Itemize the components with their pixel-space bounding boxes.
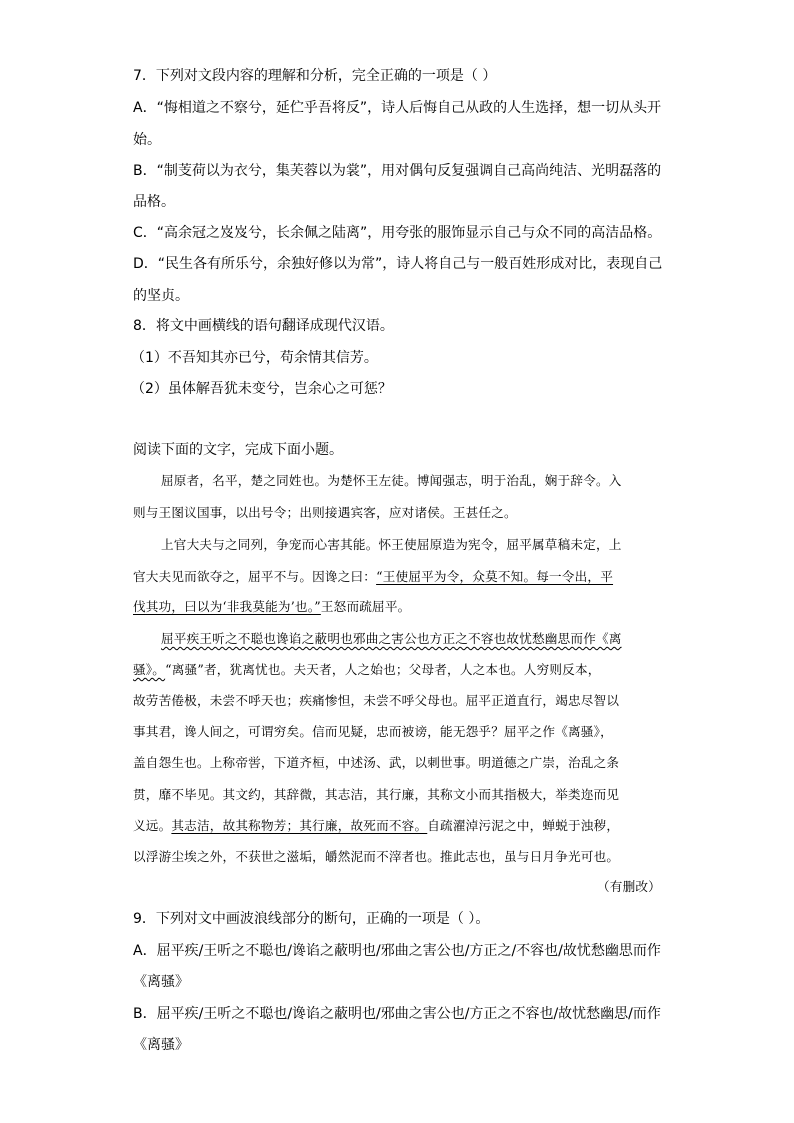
q7-option-d-line1: D．“民生各有所乐兮，余独好修以为常”，诗人将自己与一般百姓形成对比，表现自己: [133, 256, 663, 272]
q8-sentence-1: （1）不吾知其亦已兮，苟余情其信芳。: [131, 350, 378, 366]
passage-p3-line1: [161, 630, 622, 648]
passage-p3-line7-start: 义远。: [133, 818, 172, 833]
passage-p3-line5: 盖自怨生也。上称帝喾，下道齐桓，中述汤、武，以刺世事。明道德之广崇，治乱之条: [133, 755, 620, 770]
passage-p3-line6: 贯，靡不毕见。其文约，其辞微，其志洁，其行廉，其称文小而其指极大，举类迩而见: [133, 787, 620, 802]
q7-option-d-line2: 的坚贞。: [133, 288, 189, 304]
q7-option-b-line1: B．“制芰荷以为衣兮，集芙蓉以为裳”，用对偶句反复强调自己高尚纯洁、光明磊落的: [133, 163, 662, 179]
passage-p2-line3: [133, 598, 410, 616]
wavy-underlined-passage-part2: 骚》。: [133, 662, 166, 677]
q7-option-a-line1: A．“悔相道之不察兮，延伫乎吾将反”，诗人后悔自己从政的人生选择，想一切从头开: [133, 100, 662, 116]
passage-p3-line3: 故劳苦倦极，未尝不呼天也；疾痛惨怛，未尝不呼父母也。屈平正道直行，竭忠尽智以: [133, 693, 620, 708]
q7-stem: 7．下列对文段内容的理解和分析，完全正确的一项是（ ）: [133, 68, 497, 84]
passage-p3-line2-text: “离骚”者，犹离忧也。夫天者，人之始也；父母者，人之本也。人穷则反本，: [165, 662, 601, 677]
q7-option-a-line2: 始。: [133, 132, 161, 148]
q9-option-b-line2: 《离骚》: [133, 1037, 189, 1053]
passage-p1-line2: 则与王图议国事，以出号令；出则接遇宾客，应对诸侯。王甚任之。: [133, 505, 517, 520]
q8-sentence-2: （2）虽体解吾犹未变兮，岂余心之可惩？: [131, 381, 392, 397]
passage-p3-line8: 以浮游尘埃之外，不获世之滋垢，皭然泥而不滓者也。推此志也，虽与日月争光可也。: [133, 849, 620, 864]
passage-p2-line2-text: 官大夫见而欲夺之，屈平不与。因谗之曰：: [133, 569, 377, 584]
passage-p3-line2: [133, 661, 601, 679]
q7-option-c: C．“高余冠之岌岌兮，长余佩之陆离”，用夸张的服饰显示自己与众不同的高洁品格。: [133, 225, 662, 241]
passage-p2-line3-text: 王怒而疏屈平。: [320, 599, 411, 614]
underlined-sentence-part1: “王使屈平为令，众莫不知。每一令出，平: [376, 569, 614, 584]
q9-option-a-line1: A．屈平疾/王听之不聪也/谗谄之蔽明也/邪曲之害公也/方正之/不容也/故忧愁幽思而作: [133, 943, 661, 959]
q9-stem: 9．下列对文中画波浪线部分的断句，正确的一项是（ ）。: [133, 911, 490, 927]
passage-p2-line2: [133, 568, 613, 586]
wavy-underlined-passage-part1: 屈平疾王听之不聪也谗谄之蔽明也邪曲之害公也方正之不容也故忧愁幽思而作《离: [161, 631, 622, 646]
underlined-sentence-part2: 伐其功，曰以为‘非我莫能为’也。”: [133, 599, 321, 614]
passage-p1-line1: 屈原者，名平，楚之同姓也。为楚怀王左徒。博闻强志，明于治乱，娴于辞令。入: [161, 473, 622, 488]
passage-p3-line7-end: 自疏濯淖污泥之中，蝉蜕于浊秽，: [427, 818, 620, 833]
q9-option-b-line1: B．屈平疾/王听之不聪也/谗谄之蔽明也/邪曲之害公也/方正之不容也/故忧愁幽思/而作: [133, 1006, 661, 1022]
q7-option-b-line2: 品格。: [133, 194, 175, 210]
passage-p3-line7: [133, 817, 619, 835]
underlined-sentence-3: 其志洁，故其称物芳；其行廉，故死而不容。: [171, 818, 428, 833]
source-note: （有删改）: [597, 879, 661, 894]
q9-option-a-line2: 《离骚》: [133, 974, 189, 990]
passage-p2-line1: 上官大夫与之同列，争宠而心害其能。怀王使屈原造为宪令，屈平属草稿未定，上: [161, 537, 622, 552]
passage-p3-line4: 事其君，谗人间之，可谓穷矣。信而见疑，忠而被谤，能无怨乎？屈平之作《离骚》，: [133, 724, 613, 739]
q8-stem: 8．将文中画横线的语句翻译成现代汉语。: [133, 318, 394, 334]
reading-intro: 阅读下面的文字，完成下面小题。: [133, 442, 343, 458]
